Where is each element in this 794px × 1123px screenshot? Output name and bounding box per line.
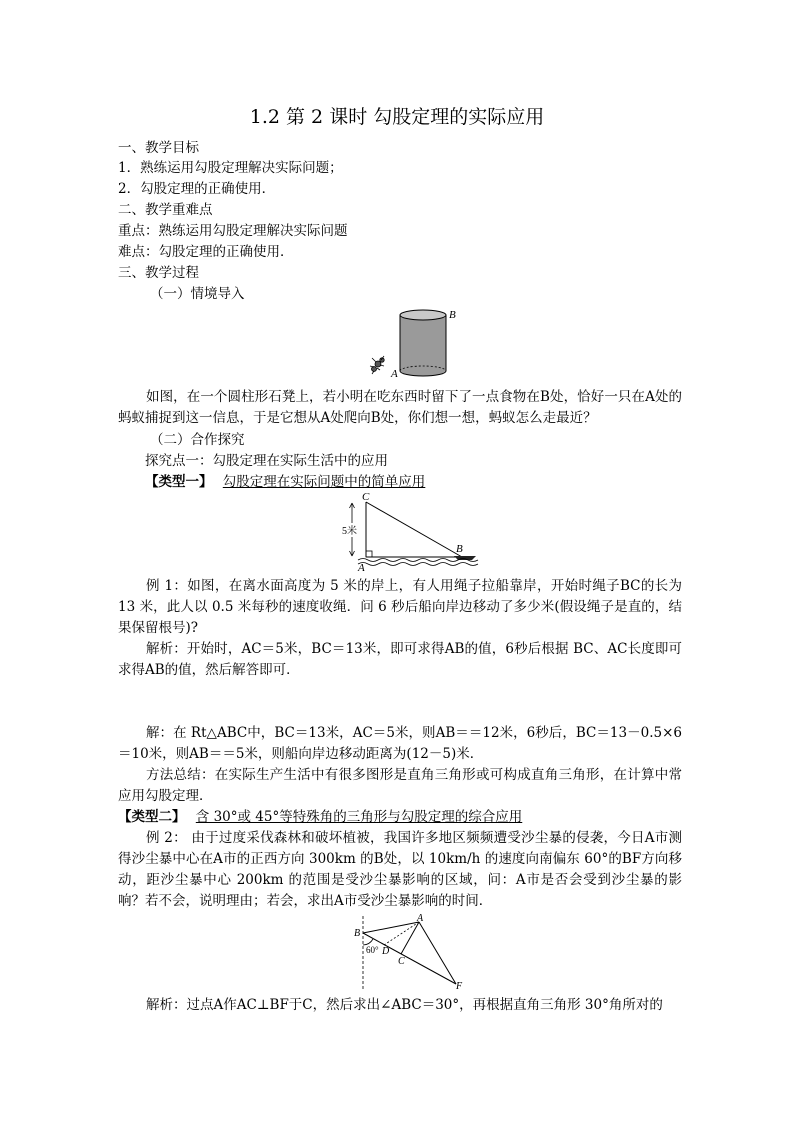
example1-solution: 解：在 Rt△ABC中，BC＝13米，AC＝5米，则AB＝＝12米，6秒后，BC＝13－0.5×6＝10米，则AB＝＝5米，则船向岸边移动距离为(12－5)米． [118, 725, 682, 762]
fig3-line-ac [401, 922, 419, 954]
example1-analysis: 解析：开始时，AC＝5米，BC＝13米，即可求得AB的值，6秒后根据 BC、AC长度即可求得AB的值，然后解答即可． [118, 641, 682, 678]
fig2-height-label: 5米 [342, 526, 357, 537]
key-point: 重点：熟练运用勾股定理解决实际问题 [118, 223, 348, 239]
boat-icon [454, 556, 476, 560]
objective-2: 2．勾股定理的正确使用． [118, 181, 276, 197]
fig3-label-d: D [382, 946, 390, 957]
example2-analysis: 解析：过点A作AC⊥BF于C，然后求出∠ABC＝30°，再根据直角三角形 30°角所对的 [146, 997, 663, 1013]
section-heading-objectives: 一、教学目标 [118, 140, 199, 156]
fig3-label-c: C [398, 956, 405, 967]
difficulty-point: 难点：勾股定理的正确使用． [118, 244, 294, 260]
type2-tag: 【类型二】 [118, 809, 186, 825]
fig2-label-c: C [362, 491, 370, 503]
fig2-right-angle-mark [366, 551, 372, 557]
fig3-label-a: A [417, 914, 424, 924]
type1-heading [145, 472, 710, 492]
fig3-line-bf [363, 933, 456, 984]
objective-1: 1．熟练运用勾股定理解决实际问题； [118, 160, 343, 176]
page-title: 1.2 第 2 课时 勾股定理的实际应用 [249, 106, 545, 128]
cylinder-bottom-front [400, 371, 446, 376]
section-heading-keypoints: 二、教学重难点 [118, 202, 213, 218]
example1-paragraph: 例 1：如图，在离水面高度为 5 米的岸上，有人用绳子拉船靠岸，开始时绳子BC的长为 13 米，此人以 0.5 米每秒的速度收绳．问 6 秒后船向岸边移动了多少米(假设绳子是直的，结果保留根号)? [118, 578, 682, 636]
boat-shore-figure [336, 490, 488, 572]
example2-paragraph: 例 2： 由于过度采伐森林和破坏植被，我国许多地区频频遭受沙尘暴的侵袭，今日A市测得沙尘暴中心在A市的正西方向 300km 的B处，以 10km/h 的速度向南偏东 60°的BF方向移动，距沙尘暴中心 200km 的范围是受沙尘暴影响的区域，问：A市是否会受到沙尘暴的影响？若不会，说明理由；若会，求出A市受沙尘暴影响的时间． [118, 830, 682, 909]
fig3-label-f: F [456, 981, 463, 990]
step-explore-heading: （二）合作探究 [150, 432, 245, 448]
fig3-label-b: B [354, 928, 361, 939]
type1-title: 勾股定理在实际问题中的简单应用 [222, 474, 426, 490]
method-summary: 方法总结：在实际生产生活中有很多图形是直角三角形或可构成直角三角形，在计算中常应用勾股定理． [118, 767, 682, 804]
cylinder-top [400, 310, 446, 320]
type1-tag: 【类型一】 [145, 474, 213, 490]
type2-title: 含 30°或 45°等特殊角的三角形与勾股定理的综合应用 [195, 809, 523, 825]
fig2-label-b: B [456, 543, 463, 555]
step-intro-heading: （一）情境导入 [150, 286, 245, 302]
fig2-water-wave-2 [358, 563, 478, 566]
fig3-angle-label: 60° [366, 945, 379, 955]
type2-heading [118, 807, 683, 827]
ant-icon [370, 356, 384, 374]
explore-point-1: 探究点一：勾股定理在实际生活中的应用 [145, 453, 388, 469]
fig1-label-b: B [449, 309, 456, 321]
fig2-line-cb [366, 502, 462, 557]
fig3-line-af [419, 922, 456, 984]
section-heading-process: 三、教学过程 [118, 265, 199, 281]
fig3-line-ba [363, 922, 419, 933]
sandstorm-figure [346, 914, 474, 990]
cylinder-body [400, 315, 446, 371]
intro-paragraph: 如图，在一个圆柱形石凳上，若小明在吃东西时留下了一点食物在B处，恰好一只在A处的蚂蚁捕捉到这一信息，于是它想从A处爬向B处，你们想一想，蚂蚁怎么走最近？ [118, 389, 682, 426]
fig2-label-a: A [358, 562, 365, 572]
cylinder-figure [360, 306, 470, 382]
fig1-label-a: A [391, 368, 398, 380]
